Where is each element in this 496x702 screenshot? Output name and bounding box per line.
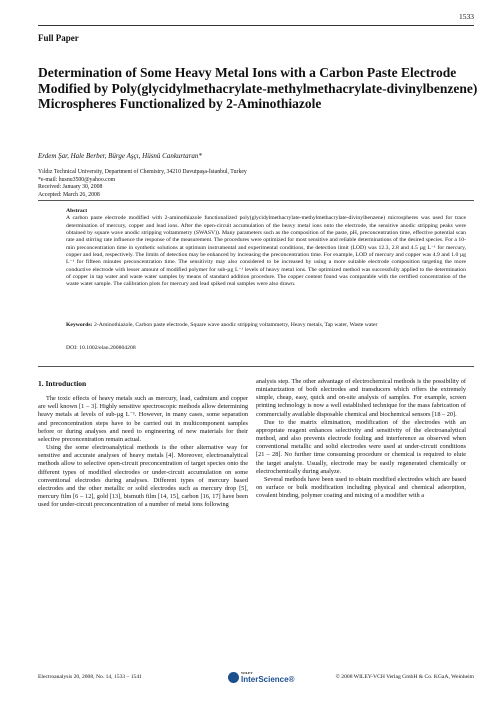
logo-top-text: WILEY xyxy=(241,671,253,675)
copyright: © 2008 WILEY-VCH Verlag GmbH & Co. KGaA, Weinheim xyxy=(335,674,474,680)
divider xyxy=(38,366,474,367)
left-column xyxy=(38,380,248,509)
authors: Erdem Şar, Hale Berber, Bürge Aşçı, Hüsnü Cankurtaran* xyxy=(38,152,202,160)
paragraph: Several methods have been used to obtain modified electrodes which are based on surface or bulk modification including physical and chemical adsorption, covalent binding, polymer coating and mixing of a modifier with a xyxy=(256,475,466,500)
article-title: Determination of Some Heavy Metal Ions with a Carbon Paste Electrode Modified by Poly(glycidylmethacrylate-methylmethacrylate-divinylbenzene) Microspheres Functionalized by 2-Aminothiazole xyxy=(38,65,478,111)
divider xyxy=(38,200,474,201)
abstract-heading: Abstract xyxy=(66,208,88,214)
page-footer xyxy=(38,672,474,684)
abstract-text: A carbon paste electrode modified with 2-aminothiazole functionalized poly(glycidylmethacrylate-methylmethacrylate-divinylbenzene) microspheres was used for trace determination of mercury, copper and lead ions. After the open-circuit accumulation of the heavy metal ions onto the electrode, the sensitive anodic stripping peaks were obtained by square wave anodic stripping voltammetry (SWASV)). Many parameters such as the composition of the paste, pH, preconcentration time, effective potential scan rate and stirring rate influence the response of the measurement. The procedures were optimized for most sensitive and reliable determinations of the desired species. For a 10-min preconcentration time in synthetic solutions at optimum instrumental and experimental conditions, the detection limit (LOD) was 12.3, 2.8 and 4.5 µg L⁻¹ for mercury, copper and lead, respectively. The limits of detection may be enhanced by increasing the preconcentration time. For example, LOD of mercury and copper was 4.9 and 1.0 µg L⁻¹ for fifteen minutes preconcentration time. The sensitivity may also considered to be increased by using a more suitable electrode composition targeting the more conductive electrode with lesser amount of modified polymer for sub-µg L⁻¹ levels of heavy metal ions. The optimized method was successfully applied to the determination of copper in tap water and waste water samples by means of standard addition procedure. The copper content found was comparable with the certified concentration of the waste water sample. The calibration plots for mercury and lead spiked real samples were also drawn. xyxy=(66,215,466,288)
section-label: Full Paper xyxy=(38,33,79,43)
abstract xyxy=(66,208,466,289)
section-heading: 1. Introduction xyxy=(38,379,87,388)
header-rule xyxy=(38,25,474,26)
received-date: Received: January 30, 2008 xyxy=(38,184,103,190)
keywords-heading: Keywords: xyxy=(66,322,93,328)
dates-block xyxy=(38,184,102,199)
keywords-text: 2-Aminothiazole, Carbon paste electrode, Square wave anodic stripping voltammetry, Heavy metals, Tap water, Waste water xyxy=(93,322,378,328)
contact-email: *e-mail: husnu3500@yahoo.com xyxy=(38,176,116,183)
paragraph: The toxic effects of heavy metals such as mercury, lead, cadmium and copper are well known [1 – 3]. Highly sensitive spectroscopic methods allow determining heavy metals at levels of sub-µg L⁻¹. However, in many cases, some separation and preconcentration steps have to be carried out in multicomponent samples before or during analyses and need to engineering of new materials for their selective preconcentration remain actual. xyxy=(38,395,248,443)
paragraph: Due to the matrix elimination, modification of the electrodes with an appropriate reagent enhances selectivity and sensitivity of the electroanalytical method, and also prevents electrode fouling and interference as observed when conventional metallic and solid electrodes were used at under-circuit conditions [21 – 28]. No further time consuming procedure or chemical is required to elute the target analyte. Usually, electrode may be easily regenerated chemically or electrochemically during analyze. xyxy=(256,418,466,475)
affiliation: Yıldız Technical University, Department of Chemistry, 34210 Davutpaşa-İstanbul, Turkey xyxy=(38,169,247,175)
affiliation-block xyxy=(38,169,247,184)
interscience-logo xyxy=(228,671,294,684)
paragraph: analysis step. The other advantage of electrochemical methods is the possibility of miniaturization of both electrodes and transducers which offers the extremely simple, cheap, easy, quick and on-site analysis of samples. For example, screen printing technology is now a well established technique for the mass fabrication of commercially available disposable chemical and biochemical sensors [18 – 20]. xyxy=(256,378,466,418)
accepted-date: Accepted: March 26, 2008 xyxy=(38,191,100,198)
keywords xyxy=(66,322,466,329)
wiley-logo-icon xyxy=(228,672,239,683)
page-number: 1533 xyxy=(459,12,474,21)
right-column xyxy=(256,378,466,500)
doi: DOI: 10.1002/elan.200804208 xyxy=(66,345,136,351)
journal-citation: Electroanalysis 20, 2008, No. 14, 1533 – 1541 xyxy=(38,674,142,680)
logo-text: InterScience® xyxy=(241,675,295,684)
paragraph: Using the some electroanalytical methods is the other alternative way for sensitive and accurate analyses of heavy metals [4]. Moreover, electroanalytical methods allow to selective open-circuit preconcentration of target species onto the different types of modified electrodes or under-circuit accumulation on some conventional electrodes during analyses. Different types of mercury based electrodes and the other metallic or solid electrodes such as mercury drop [5], mercury film [6 – 12], gold [13], bismuth film [14, 15], carbon [16, 17] have been used for under-circuit preconcentration of a number of metal ions following xyxy=(38,444,248,509)
